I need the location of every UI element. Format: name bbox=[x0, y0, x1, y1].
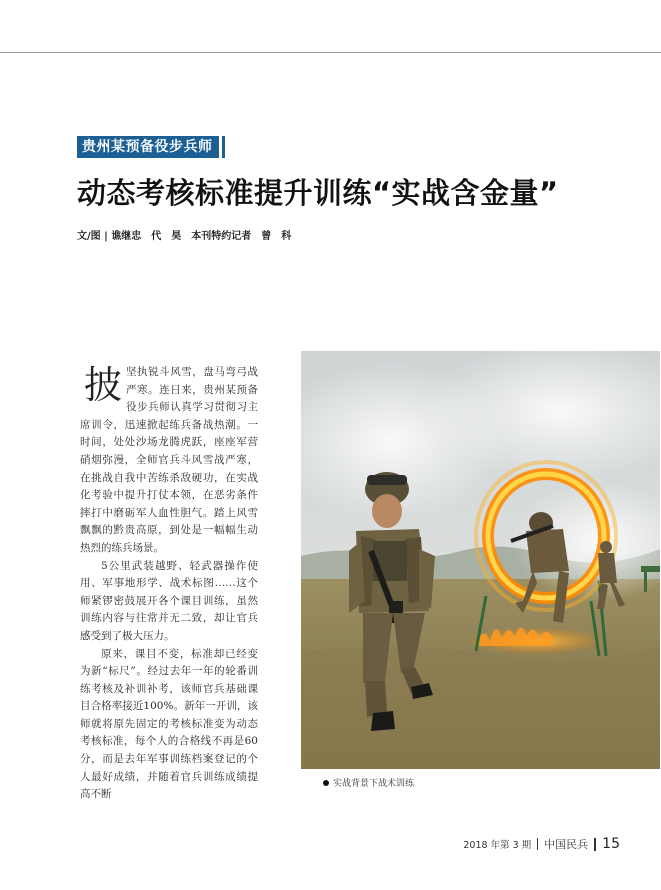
issue-number: 2018 年第 3 期 bbox=[463, 840, 532, 851]
section-tag bbox=[77, 136, 225, 158]
magazine-name: 中国民兵 bbox=[544, 838, 589, 851]
footer-divider bbox=[594, 838, 596, 851]
training-photo bbox=[301, 351, 660, 769]
training-photo-illustration bbox=[301, 351, 660, 769]
article-body bbox=[80, 364, 258, 804]
article-paragraph bbox=[80, 364, 258, 558]
article-paragraph: 5公里武装越野、轻武器操作使用、军事地形学、战术标图……这个师紧锣密鼓展开各个课目训练，虽然训练内容与往常并无二致，却让官兵感受到了极大压力。 bbox=[80, 559, 258, 642]
article-headline: 动态考核标准提升训练“实战含金量” bbox=[77, 176, 559, 210]
top-rule bbox=[0, 52, 661, 53]
photo-caption bbox=[323, 776, 414, 789]
page-number: 15 bbox=[602, 836, 620, 852]
page-footer bbox=[463, 836, 620, 852]
paragraph-text: 坚执锐斗风雪，盘马弯弓战严寒。连日来，贵州某预备役步兵师认真学习贯彻习主席训令，迅速掀起练兵备战热潮。一时间，处处沙场龙腾虎跃，座座军营硝烟弥漫，全师官兵斗风雪战严寒，在挑战自我中苦练杀敌硬功，在实战化考验中提升打仗本领，在恶劣条件摔打中磨砺军人血性胆气。踏上风雪飘飘的黔贵高原，到处是一幅幅生动热烈的练兵场景。 bbox=[80, 366, 258, 554]
section-tag-label: 贵州某预备役步兵师 bbox=[77, 136, 219, 158]
caption-bullet-icon bbox=[323, 780, 329, 786]
footer-divider bbox=[537, 838, 538, 850]
caption-text: 实战背景下战术训练 bbox=[333, 779, 415, 789]
section-tag-bar bbox=[222, 136, 225, 158]
article-paragraph: 原来，课目不变，标准却已经变为新“标尺”。经过去年一年的轮番训练考核及补训补考，该师官兵基础课目合格率接近100%。新年一开训，该师就将原先固定的考核标准变为动态考核标准，每个人的合格线不再是60分，而是去年军事训练档案登记的个人最好成绩，并随着官兵训练成绩提高不断 bbox=[80, 647, 258, 801]
drop-cap: 披 bbox=[84, 363, 123, 407]
article-byline: 文/图 | 谯继忠 代 昊 本刊特约记者 曾 科 bbox=[77, 231, 292, 242]
